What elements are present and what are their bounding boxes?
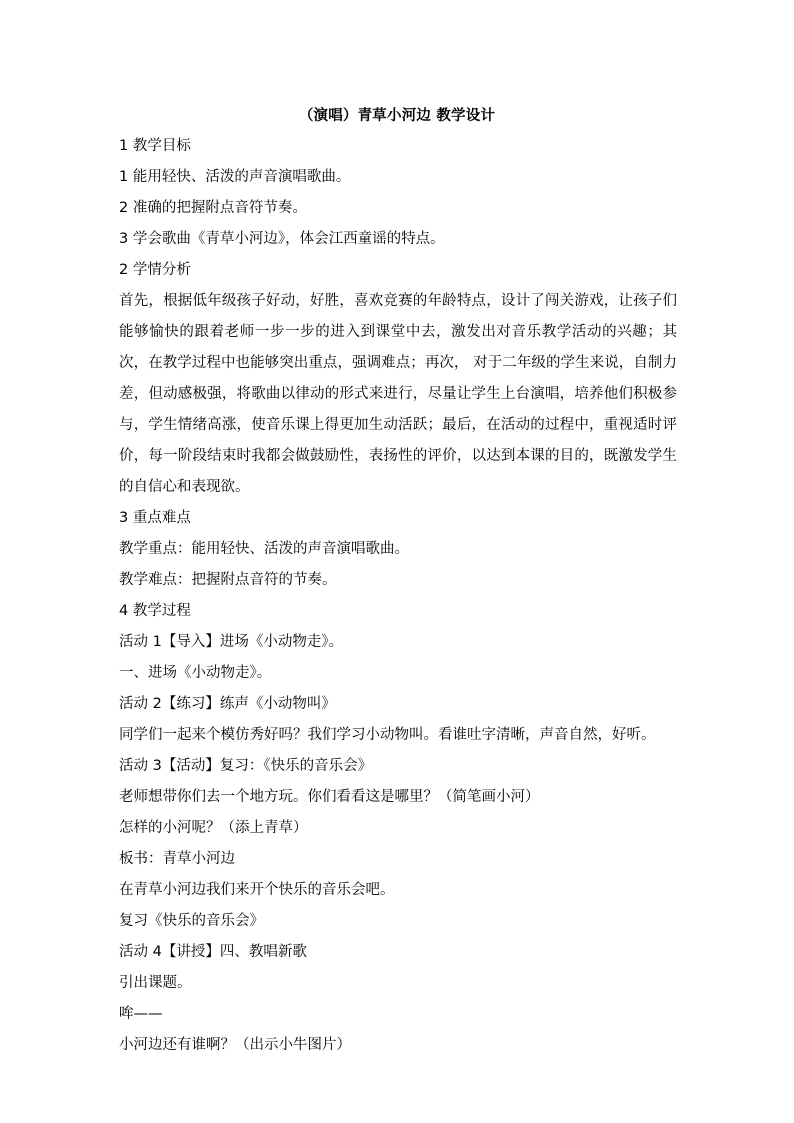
activity-3-title: 活动 3【活动】复习：《快乐的音乐会》: [119, 758, 373, 774]
heading-key-points: 3 重点难点: [119, 510, 191, 526]
heading-teaching-process: 4 教学过程: [119, 603, 191, 619]
difficult-point: 教学难点：把握附点音符的节奏。: [119, 572, 337, 588]
student-analysis-paragraph: 首先，根据低年级孩子好动，好胜，喜欢竞赛的年龄特点，设计了闯关游戏，让孩子们能够愉快的跟着老师一步一步的进入到课堂中去，激发出对音乐教学活动的兴趣；其次，在教学过程中也能够突出重点，强调难点；再次， 对于二年级的学生来说，自制力差，但动感极强，将歌曲以律动的形式来进行，尽量让学生上台演唱，培养他们积极参与，学生情绪高涨，使音乐课上得更加生动活跃；最后，在活动的过程中，重视适时评价，每一阶段结束时我都会做鼓励性，表扬性的评价，以达到本课的目的，既激发学生的自信心和表现欲。: [119, 293, 677, 495]
activity-3-text-5: 复习《快乐的音乐会》: [119, 913, 264, 929]
document-body: [119, 131, 677, 1061]
activity-4-text-2: 哞——: [119, 1006, 163, 1022]
activity-1-text: 一、进场《小动物走》。: [119, 665, 272, 681]
activity-4-title: 活动 4【讲授】四、教唱新歌: [119, 944, 307, 960]
activity-1-title: 活动 1【导入】进场《小动物走》。: [119, 634, 344, 650]
activity-4-text-3: 小河边还有谁啊？（出示小牛图片）: [119, 1037, 351, 1053]
heading-student-analysis: 2 学情分析: [119, 262, 191, 278]
activity-3-text-3: 板书：青草小河边: [119, 851, 235, 867]
activity-4-text-1: 引出课题。: [119, 975, 192, 991]
activity-3-text-4: 在青草小河边我们来开个快乐的音乐会吧。: [119, 882, 395, 898]
activity-2-title: 活动 2【练习】练声《小动物叫》: [119, 696, 336, 712]
activity-2-text: 同学们一起来个模仿秀好吗？我们学习小动物叫。看谁吐字清晰，声音自然，好听。: [119, 727, 656, 743]
goal-item-3: 3 学会歌曲《青草小河边》，体会江西童谣的特点。: [119, 231, 445, 247]
goal-item-2: 2 准确的把握附点音符节奏。: [119, 200, 307, 216]
goal-item-1: 1 能用轻快、活泼的声音演唱歌曲。: [119, 169, 351, 185]
document-title: （演唱）青草小河边 教学设计: [298, 108, 496, 124]
key-point: 教学重点：能用轻快、活泼的声音演唱歌曲。: [119, 541, 409, 557]
heading-teaching-goals: 1 教学目标: [119, 138, 191, 154]
activity-3-text-2: 怎样的小河呢？（添上青草）: [119, 820, 308, 836]
activity-3-text-1: 老师想带你们去一个地方玩。你们看看这是哪里？（简笔画小河）: [119, 789, 540, 805]
